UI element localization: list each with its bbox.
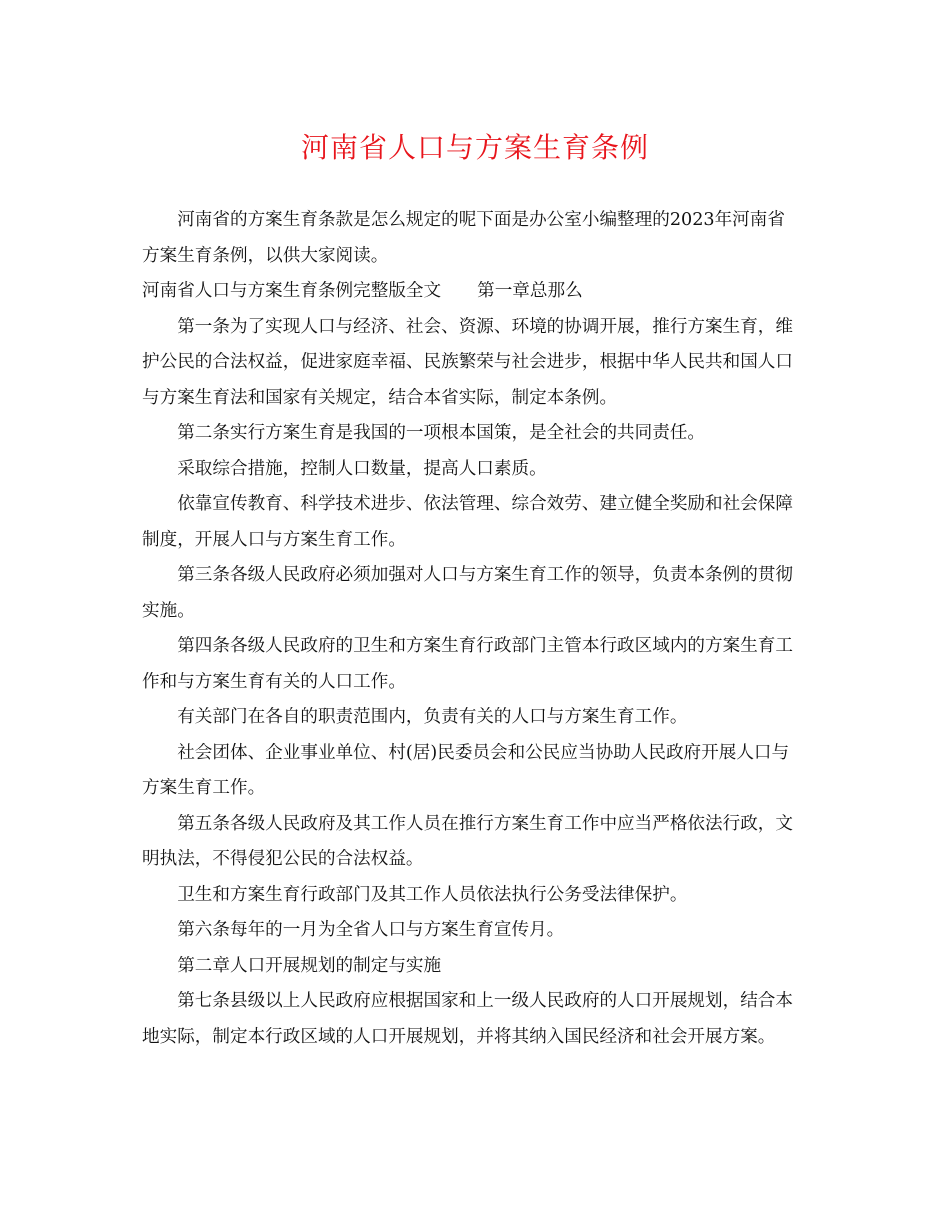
paragraph-4: 依靠宣传教育、科学技术进步、依法管理、综合效劳、建立健全奖励和社会保障制度，开展人口与方案生育工作。 [142,494,793,550]
paragraph-5: 第三条各级人民政府必须加强对人口与方案生育工作的领导，负责本条例的贯彻实施。 [142,565,793,621]
document-title: 河南省人口与方案生育条例 [300,131,649,164]
paragraph-10: 卫生和方案生育行政部门及其工作人员依法执行公务受法律保护。 [177,884,688,905]
paragraph-13: 第七条县级以上人民政府应根据国家和上一级人民政府的人口开展规划，结合本地实际，制定本行政区域的人口开展规划，并将其纳入国民经济和社会开展方案。 [142,991,793,1047]
subtitle-line [142,274,802,310]
document-body [142,203,802,1055]
paragraph-6: 第四条各级人民政府的卫生和方案生育行政部门主管本行政区域内的方案生育工作和与方案生育有关的人口工作。 [142,636,793,692]
intro-paragraph: 河南省的方案生育条款是怎么规定的呢下面是办公室小编整理的2023年河南省方案生育条例，以供大家阅读。 [142,210,785,266]
paragraph-11: 第六条每年的一月为全省人口与方案生育宣传月。 [177,920,565,940]
paragraph-8: 社会团体、企业事业单位、村(居)民委员会和公民应当协助人民政府开展人口与方案生育工作。 [142,742,790,798]
paragraph-9: 第五条各级人民政府及其工作人员在推行方案生育工作中应当严格依法行政，文明执法，不得侵犯公民的合法权益。 [142,813,793,869]
paragraph-3: 采取综合措施，控制人口数量，提高人口素质。 [177,458,547,479]
paragraph-7: 有关部门在各自的职责范围内，负责有关的人口与方案生育工作。 [177,707,688,727]
chapter-heading: 第二章人口开展规划的制定与实施 [177,955,442,976]
subtitle-left: 河南省人口与方案生育条例完整版全文 [142,281,442,301]
paragraph-2: 第二条实行方案生育是我国的一项根本国策，是全社会的共同责任。 [177,423,706,443]
subtitle-right: 第一章总那么 [477,281,583,301]
paragraph-1: 第一条为了实现人口与经济、社会、资源、环境的协调开展，推行方案生育，维护公民的合法权益，促进家庭幸福、民族繁荣与社会进步，根据中华人民共和国人口与方案生育法和国家有关规定，结合本省实际，制定本条例。 [142,316,793,408]
